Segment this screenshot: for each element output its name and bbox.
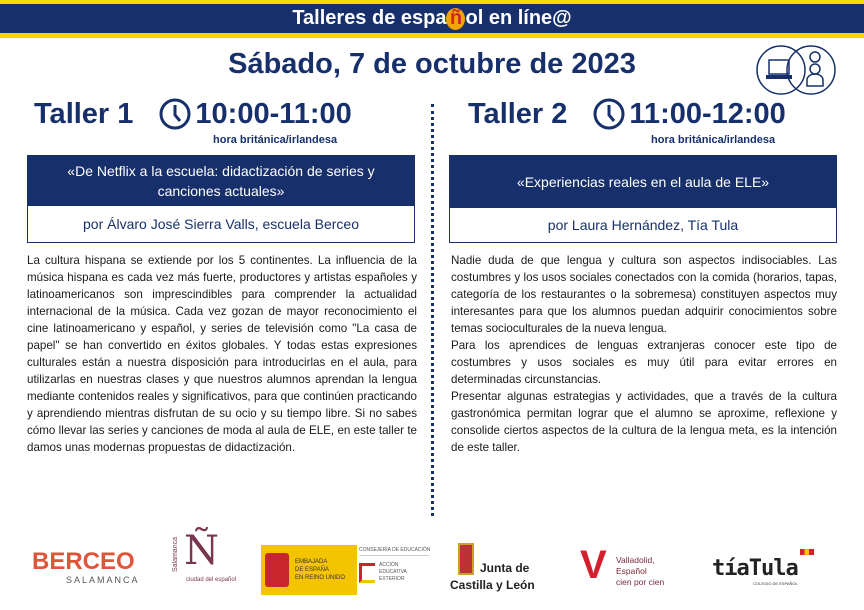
workshop-label: Taller 2 — [468, 97, 568, 130]
workshop-title: «Experiencias reales en el aula de ELE» — [450, 156, 836, 208]
paragraph: Para los aprendices de lenguas extranjeras conocer este tipo de costumbres y usos sociales es muy útil para evitar errores en determinadas circunstancias. — [451, 339, 837, 386]
workshop-time: 11:00-12:00 — [629, 97, 786, 130]
logo-text: Salamanca — [172, 537, 179, 573]
logo-text: Castilla y León — [450, 578, 535, 592]
enye-logo: ñ — [446, 8, 465, 30]
online-inperson-icon — [755, 44, 839, 96]
workshop-1-box — [27, 155, 415, 243]
logo-subtext: SALAMANCA — [66, 575, 140, 585]
title-part: ol en líne@ — [465, 7, 572, 29]
clock-icon — [593, 98, 625, 130]
logo-text: EN REINO UNIDO — [295, 575, 346, 581]
workshop-time: 10:00-11:00 — [195, 97, 352, 130]
logo-text: EMBAJADA — [295, 559, 328, 565]
workshop-title: «De Netflix a la escuela: didactización de series y canciones actuales» — [28, 156, 414, 206]
dotted-divider — [431, 104, 434, 516]
timezone-note: hora británica/irlandesa — [651, 134, 776, 146]
logo-subtext: ciudad del español — [186, 577, 237, 583]
tiatula-logo — [712, 557, 798, 586]
accion-educativa-logo — [359, 545, 429, 595]
berceo-logo — [32, 549, 140, 586]
event-date: Sábado, 7 de octubre de 2023 — [228, 48, 636, 80]
workshop-1-heading — [34, 98, 352, 130]
enye-glyph: Ñ — [184, 528, 219, 574]
logo-text: tíaTula — [712, 556, 798, 581]
workshop-2-description — [451, 252, 837, 456]
workshop-2-heading — [468, 98, 786, 130]
logo-text: EXTERIOR — [379, 576, 405, 582]
workshop-author: por Laura Hernández, Tía Tula — [547, 217, 739, 233]
workshop-2-box — [449, 155, 837, 243]
logo-text: Español — [616, 566, 647, 576]
coat-of-arms-icon — [265, 553, 289, 587]
paragraph: Nadie duda de que lengua y cultura son aspectos indisociables. Las costumbres y los usos sociales conectados con la comida (horarios, tapas, categoría de los restaurantes o la sobremesa) constituyen aspectos muy interesantes para que los alumnos puedan adquirir conocimientos sobre temas socioculturales de la nueva lengua. — [451, 254, 837, 335]
workshop-label: Taller 1 — [34, 97, 134, 130]
salamanca-logo — [172, 529, 242, 599]
logo-text: BERCEO — [32, 548, 135, 575]
paragraph: Presentar algunas estrategias y actividades, que a través de la cultura gastronómica permitan lograr que el alumno se aproxime, reflexione y consolide ciertos aspectos de la cultura de la lengua meta, es la intención de este taller. — [451, 390, 837, 454]
logo-text: Junta de — [480, 561, 530, 575]
clock-icon — [159, 98, 191, 130]
logo-text: ACCIÓN — [379, 562, 399, 568]
title-part: Talleres de espa — [292, 7, 447, 29]
paragraph: La cultura hispana se extiende por los 5 continentes. La influencia de la música hispana es cada vez más fuerte, productores y artistas españoles y latinoamericanos son imprescindibles para comprender la actualidad internacional de la música. Cada vez gozan de mayor reconocimiento el cine latinoamericano y español, y series de televisión como "La casa de papel" se han convertido en éxitos globales. Y todas estas expresiones culturales están a nuestra disposición para introducirlas en el aula, para utilizarlas en nuestras clases y que nuestros alumnos aprendan la lengua mediante contenidos reales y significativos, para que continúen practicando y aprendiendo mientras disfrutan de su ocio y su tiempo libre. Si no sabes cómo llevar las series y canciones de moda al aula de ELE, en este taller te damos unas modernas propuestas de didactización. — [27, 254, 417, 454]
logo-text: cien por cien — [616, 577, 665, 587]
flag-icon — [800, 549, 814, 555]
workshop-1-description — [27, 252, 417, 456]
logo-text: EDUCATIVA — [379, 569, 407, 575]
logo-text: DE ESPAÑA — [295, 567, 329, 573]
logo-subtext: COLEGIO DE ESPAÑOL — [753, 581, 798, 586]
valladolid-logo — [580, 543, 680, 593]
timezone-note: hora británica/irlandesa — [213, 134, 338, 146]
junta-logo — [450, 543, 550, 599]
workshop-author: por Álvaro José Sierra Valls, escuela Berceo — [83, 216, 359, 232]
v-logo-icon: V — [580, 543, 607, 587]
logo-text: CONSEJERÍA DE EDUCACIÓN — [359, 545, 429, 556]
accion-icon — [359, 563, 375, 583]
header-title — [0, 4, 864, 33]
embajada-logo — [261, 545, 357, 595]
sponsor-logos — [0, 528, 864, 605]
logo-text: Valladolid, — [616, 555, 655, 565]
coat-of-arms-icon — [458, 543, 474, 575]
